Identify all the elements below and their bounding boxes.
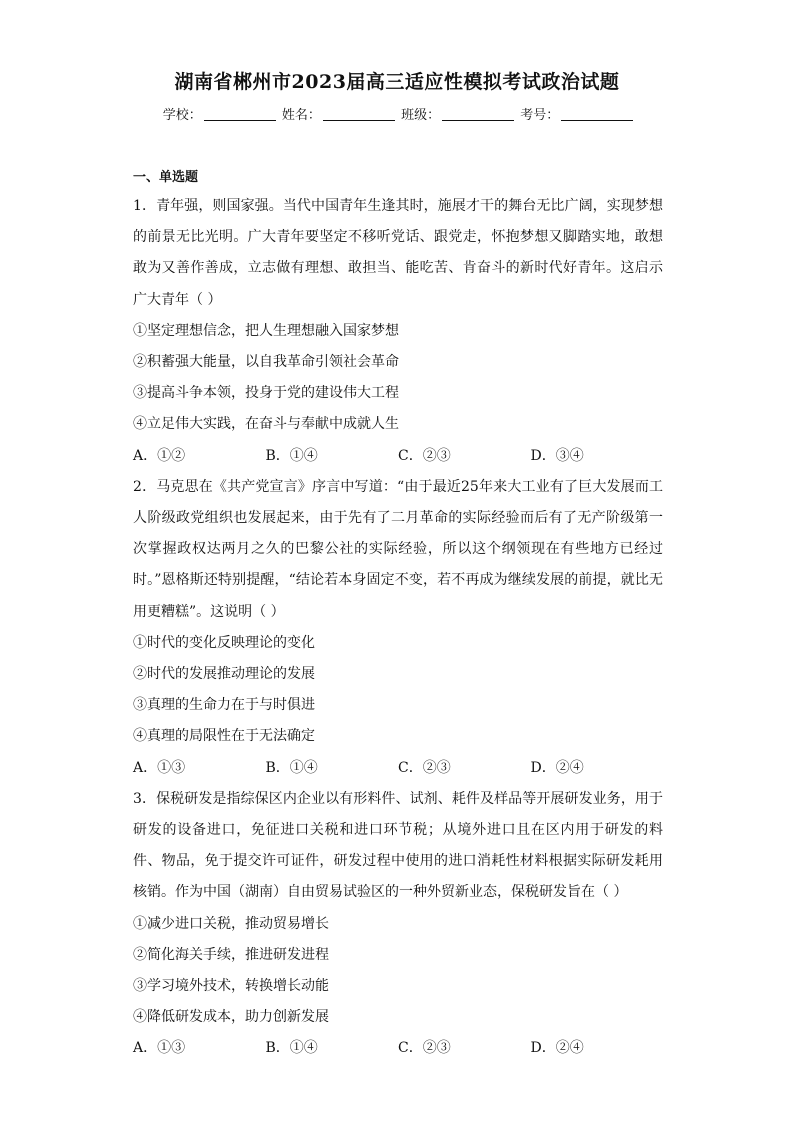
statement-option: ④降低研发成本，助力创新发展 [133,1009,329,1026]
answer-choices [133,753,663,784]
choice-d[interactable]: D．②④ [530,759,584,776]
choice-c[interactable]: C．②③ [398,759,451,776]
choice-b[interactable]: B．①④ [265,759,318,776]
question-stem: 1．青年强，则国家强。当代中国青年生逢其时，施展才干的舞台无比广阔，实现梦想的前景无比光明。广大青年要坚定不移听党话、跟党走，怀抱梦想又脚踏实地，敢想敢为又善作善成，立志做有理想、敢担当、能吃苦、肯奋斗的新时代好青年。这启示广大青年（ ） [133,198,663,308]
statement-option: ②简化海关手续，推进研发进程 [133,946,329,963]
question-3 [133,784,663,1065]
statement-option: ①坚定理想信念，把人生理想融入国家梦想 [133,322,399,339]
choice-a[interactable]: A．①③ [133,759,186,776]
choice-c[interactable]: C．②③ [398,1040,451,1057]
class-blank[interactable] [442,108,514,121]
question-1 [133,191,663,472]
statement-option: ②时代的发展推动理论的发展 [133,666,315,683]
section-heading: 一、单选题 [133,170,199,185]
statement-option: ①时代的变化反映理论的变化 [133,634,315,651]
student-info-line [0,104,794,123]
choice-d[interactable]: D．②④ [530,1040,584,1057]
answer-choices [133,1033,663,1064]
question-stem: 3．保税研发是指综保区内企业以有形料件、试剂、耗件及样品等开展研发业务，用于研发的设备进口，免征进口关税和进口环节税；从境外进口且在区内用于研发的料件、物品，免于提交许可证件，研发过程中使用的进口消耗性材料根据实际研发耗用核销。作为中国（湖南）自由贸易试验区的一种外贸新业态，保税研发旨在（ ） [133,790,663,901]
question-stem: 2．马克思在《共产党宣言》序言中写道：“由于最近25年来大工业有了巨大发展而工人阶级政党组织也发展起来，由于先有了二月革命的实际经验而后有了无产阶级第一次掌握政权达两月之久的巴黎公社的实际经验，所以这个纲领现在有些地方已经过时。”恩格斯还特别提醒，“结论若本身固定不变，若不再成为继续发展的前提，就比无用更糟糕”。这说明（ ） [133,478,663,620]
number-blank[interactable] [561,108,633,121]
statement-option: ③提高斗争本领，投身于党的建设伟大工程 [133,385,399,402]
choice-c[interactable]: C．②③ [398,447,451,464]
statement-option: ④真理的局限性在于无法确定 [133,728,315,745]
statement-option: ③真理的生命力在于与时俱进 [133,697,315,714]
statement-option: ④立足伟大实践，在奋斗与奉献中成就人生 [133,416,399,433]
school-blank[interactable] [204,108,276,121]
school-label: 学校： [162,108,202,123]
name-blank[interactable] [323,108,395,121]
statement-option: ①减少进口关税，推动贸易增长 [133,915,329,932]
choice-b[interactable]: B．①④ [265,447,318,464]
choice-b[interactable]: B．①④ [265,1040,318,1057]
statement-option: ②积蓄强大能量，以自我革命引领社会革命 [133,354,399,371]
question-2 [133,472,663,784]
class-label: 班级： [401,108,441,123]
choice-a[interactable]: A．①③ [133,1040,186,1057]
answer-choices [133,441,663,472]
choice-a[interactable]: A．①② [133,447,186,464]
choice-d[interactable]: D．③④ [530,447,584,464]
name-label: 姓名： [281,108,321,123]
page-title: 湖南省郴州市2023届高三适应性模拟考试政治试题 [174,71,620,93]
number-label: 考号： [520,108,560,123]
question-list [133,191,663,1065]
statement-option: ③学习境外技术，转换增长动能 [133,978,329,995]
